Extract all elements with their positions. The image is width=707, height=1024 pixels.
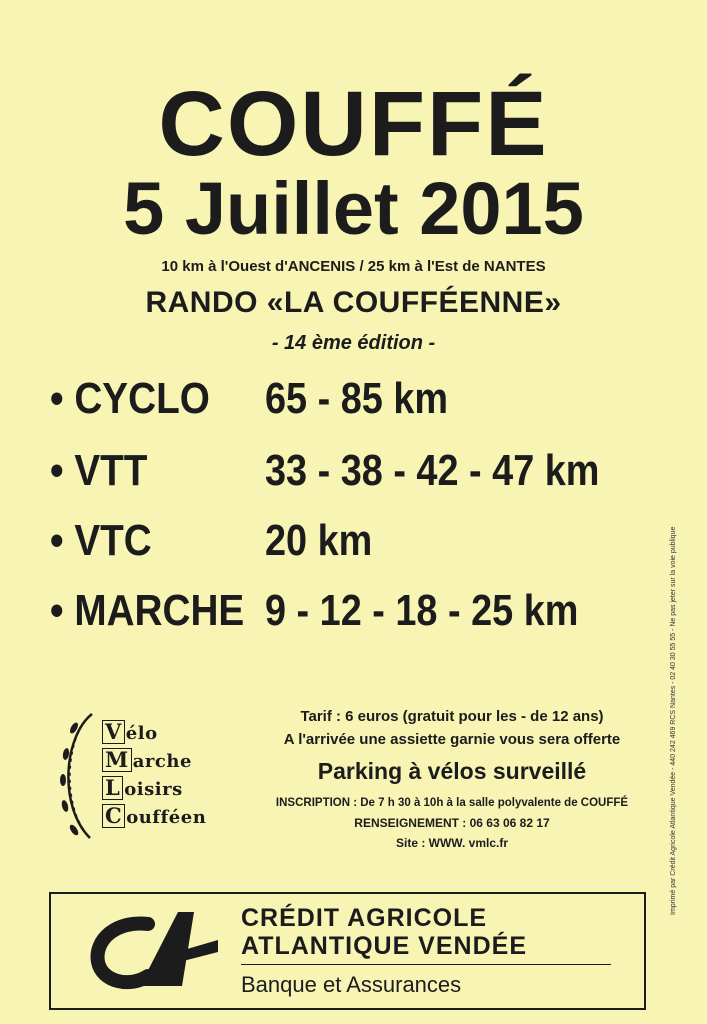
sponsor-banner: [49, 892, 646, 1010]
event-name: RANDO «LA COUFFÉENNE»: [145, 286, 562, 319]
activity-name: • MARCHE: [50, 586, 245, 635]
activity-distances: 33 - 38 - 42 - 47 km: [265, 446, 600, 495]
imprint-text: Imprimé par Crédit Agricole Atlantique Vendée - 440 242 469 RCS Nantes - 02 40 30 55 55 - Ne pas jeter sur la voie publique: [670, 526, 677, 915]
renseignement-line: RENSEIGNEMENT : 06 63 06 82 17: [354, 816, 550, 830]
credit-agricole-logo: [86, 906, 226, 996]
sponsor-line-3: Banque et Assurances: [241, 972, 462, 997]
activity-name: • VTC: [50, 516, 152, 565]
activity-row: [50, 516, 670, 572]
sponsor-divider: [241, 964, 611, 965]
logo-line-loisirs: L oisirs: [102, 776, 183, 800]
activity-distances: 65 - 85 km: [265, 374, 449, 423]
club-logo: [52, 706, 262, 846]
event-date: 5 Juillet 2015: [123, 167, 584, 250]
activity-row: [50, 446, 670, 502]
activity-name: • VTT: [50, 446, 148, 495]
logo-line-marche: M arche: [102, 748, 192, 772]
activity-distances: 9 - 12 - 18 - 25 km: [265, 586, 579, 635]
location-line: 10 km à l'Ouest d'ANCENIS / 25 km à l'Est de NANTES: [161, 258, 546, 275]
logo-line-couffeen: C oufféen: [102, 804, 206, 828]
town-title: COUFFÉ: [158, 73, 549, 175]
edition-line: - 14 ème édition -: [271, 332, 436, 354]
activity-name: • CYCLO: [50, 374, 210, 423]
parking-line: Parking à vélos surveillé: [317, 758, 587, 784]
activity-row: [50, 374, 670, 430]
logo-line-velo: V élo: [102, 720, 158, 744]
sponsor-line-2: ATLANTIQUE VENDÉE: [241, 932, 527, 960]
arrival-line: A l'arrivée une assiette garnie vous sera offerte: [283, 731, 621, 748]
activity-distances: 20 km: [265, 516, 373, 565]
website-line: Site : WWW. vmlc.fr: [395, 836, 508, 850]
activity-row: [50, 586, 670, 642]
inscription-line: INSCRIPTION : De 7 h 30 à 10h à la salle polyvalente de COUFFÉ: [275, 797, 629, 809]
sponsor-line-1: CRÉDIT AGRICOLE: [241, 904, 488, 932]
tarif-line: Tarif : 6 euros (gratuit pour les - de 12 ans): [300, 708, 604, 725]
